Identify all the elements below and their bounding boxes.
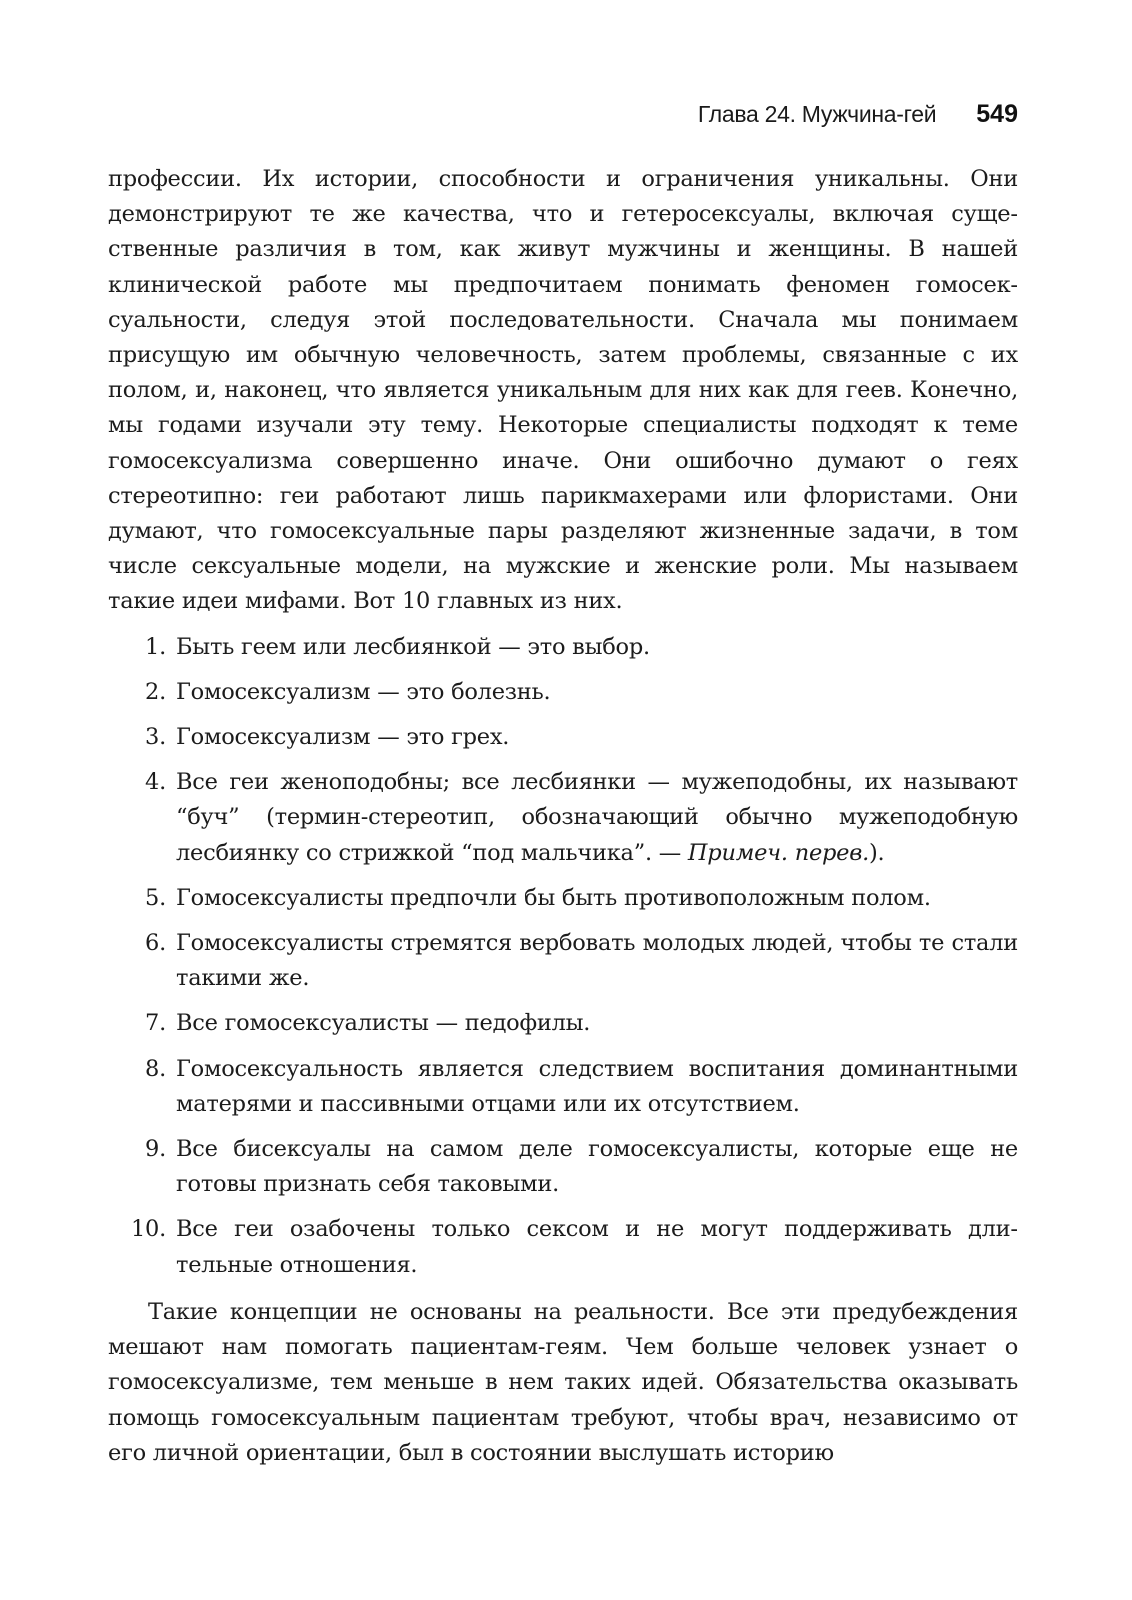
list-item-number: 10. [130,1216,166,1243]
list-item-text: Быть геем или лесбиянкой — это выбор. [176,633,650,660]
list-item-text: Гомосексуалисты стремятся вербовать молодых людей, чтобы те стали такими же. [176,930,1018,992]
page-number: 549 [976,100,1018,128]
list-item-number: 9. [145,1136,166,1163]
list-item-text: Все геи озабочены только сексом и не могут поддерживать длительные отношения. [176,1216,1018,1278]
list-item-number: 3. [145,724,166,751]
translator-note: Примеч. перев. [687,839,869,866]
list-item [108,1006,1018,1041]
list-item [108,1212,1018,1282]
list-item-number: 1. [145,633,166,660]
list-item-number: 2. [145,678,166,705]
list-item-text: Гомосексуализм — это болезнь. [176,678,551,705]
list-item-text: Гомосексуалисты предпочли бы быть противоположным полом. [176,884,931,911]
page-header [108,100,1018,136]
list-item [108,675,1018,710]
myths-list [108,630,1018,1283]
list-item-text-container [176,765,1018,871]
list-item-number: 4. [145,769,166,796]
list-item [108,720,1018,755]
list-item [108,1132,1018,1202]
page-body [108,162,1018,1471]
list-item-text: Гомосексуальность является следствием воспитания доминантными матерями и пассивными отцами или их отсутствием. [176,1055,1018,1117]
list-item [108,926,1018,996]
list-item-text: Гомосексуализм — это грех. [176,724,510,751]
list-item-number: 8. [145,1055,166,1082]
list-item-text: Все гомосексуалисты — педофилы. [176,1010,591,1037]
list-item [108,1052,1018,1122]
list-item-text: Все бисексуалы на самом деле гомосексуалисты, которые еще не готовы признать себя таковыми. [176,1136,1018,1198]
intro-paragraph: профессии. Их истории, способности и ограничения уникальны. Они демонстрируют те же качества, что и гетеросексуалы, включая существенные различия в том, как живут мужчины и женщины. В нашей клинической работе мы предпочитаем понимать феномен гомосексуальности, следуя этой последовательности. Сначала мы понимаем присущую им обычную человечность, затем проблемы, связанные с их полом, и, наконец, что является уникальным для них как для геев. Конечно, мы годами изучали эту тему. Некоторые специалисты подходят к теме гомосексуализма совершенно иначе. Они ошибочно думают о геях стереотипно: геи работают лишь парикмахерами или флористами. Они думают, что гомосексуальные пары разделяют жизненные задачи, в том числе сексуальные модели, на мужские и женские роли. Мы называем такие идеи мифами. Вот 10 главных из них. [108,166,1018,615]
outro-paragraph: Такие концепции не основаны на реальности. Все эти предубеждения мешают нам помогать пациентам-геям. Чем больше человек узнает о гомосексуализме, тем меньше в нем таких идей. Обязательства оказывать помощь гомосексуальным пациентам требуют, чтобы врач, независимо от его личной ориентации, был в состоянии выслушать историю [108,1298,1018,1466]
list-item-text-tail: ). [868,839,885,866]
list-item-number: 5. [145,884,166,911]
list-item [108,765,1018,871]
running-title: Глава 24. Мужчина-гей [697,101,937,127]
list-item [108,630,1018,665]
list-item-text: Все геи женоподобны; все лесбиянки — мужеподобны, их называют “буч” (термин-стереотип, обозначающий обычно мужеподобную лесбиянку со стрижкой “под мальчика”. — [176,769,1018,866]
list-item-number: 7. [145,1010,166,1037]
list-item-number: 6. [145,930,166,957]
list-item [108,881,1018,916]
